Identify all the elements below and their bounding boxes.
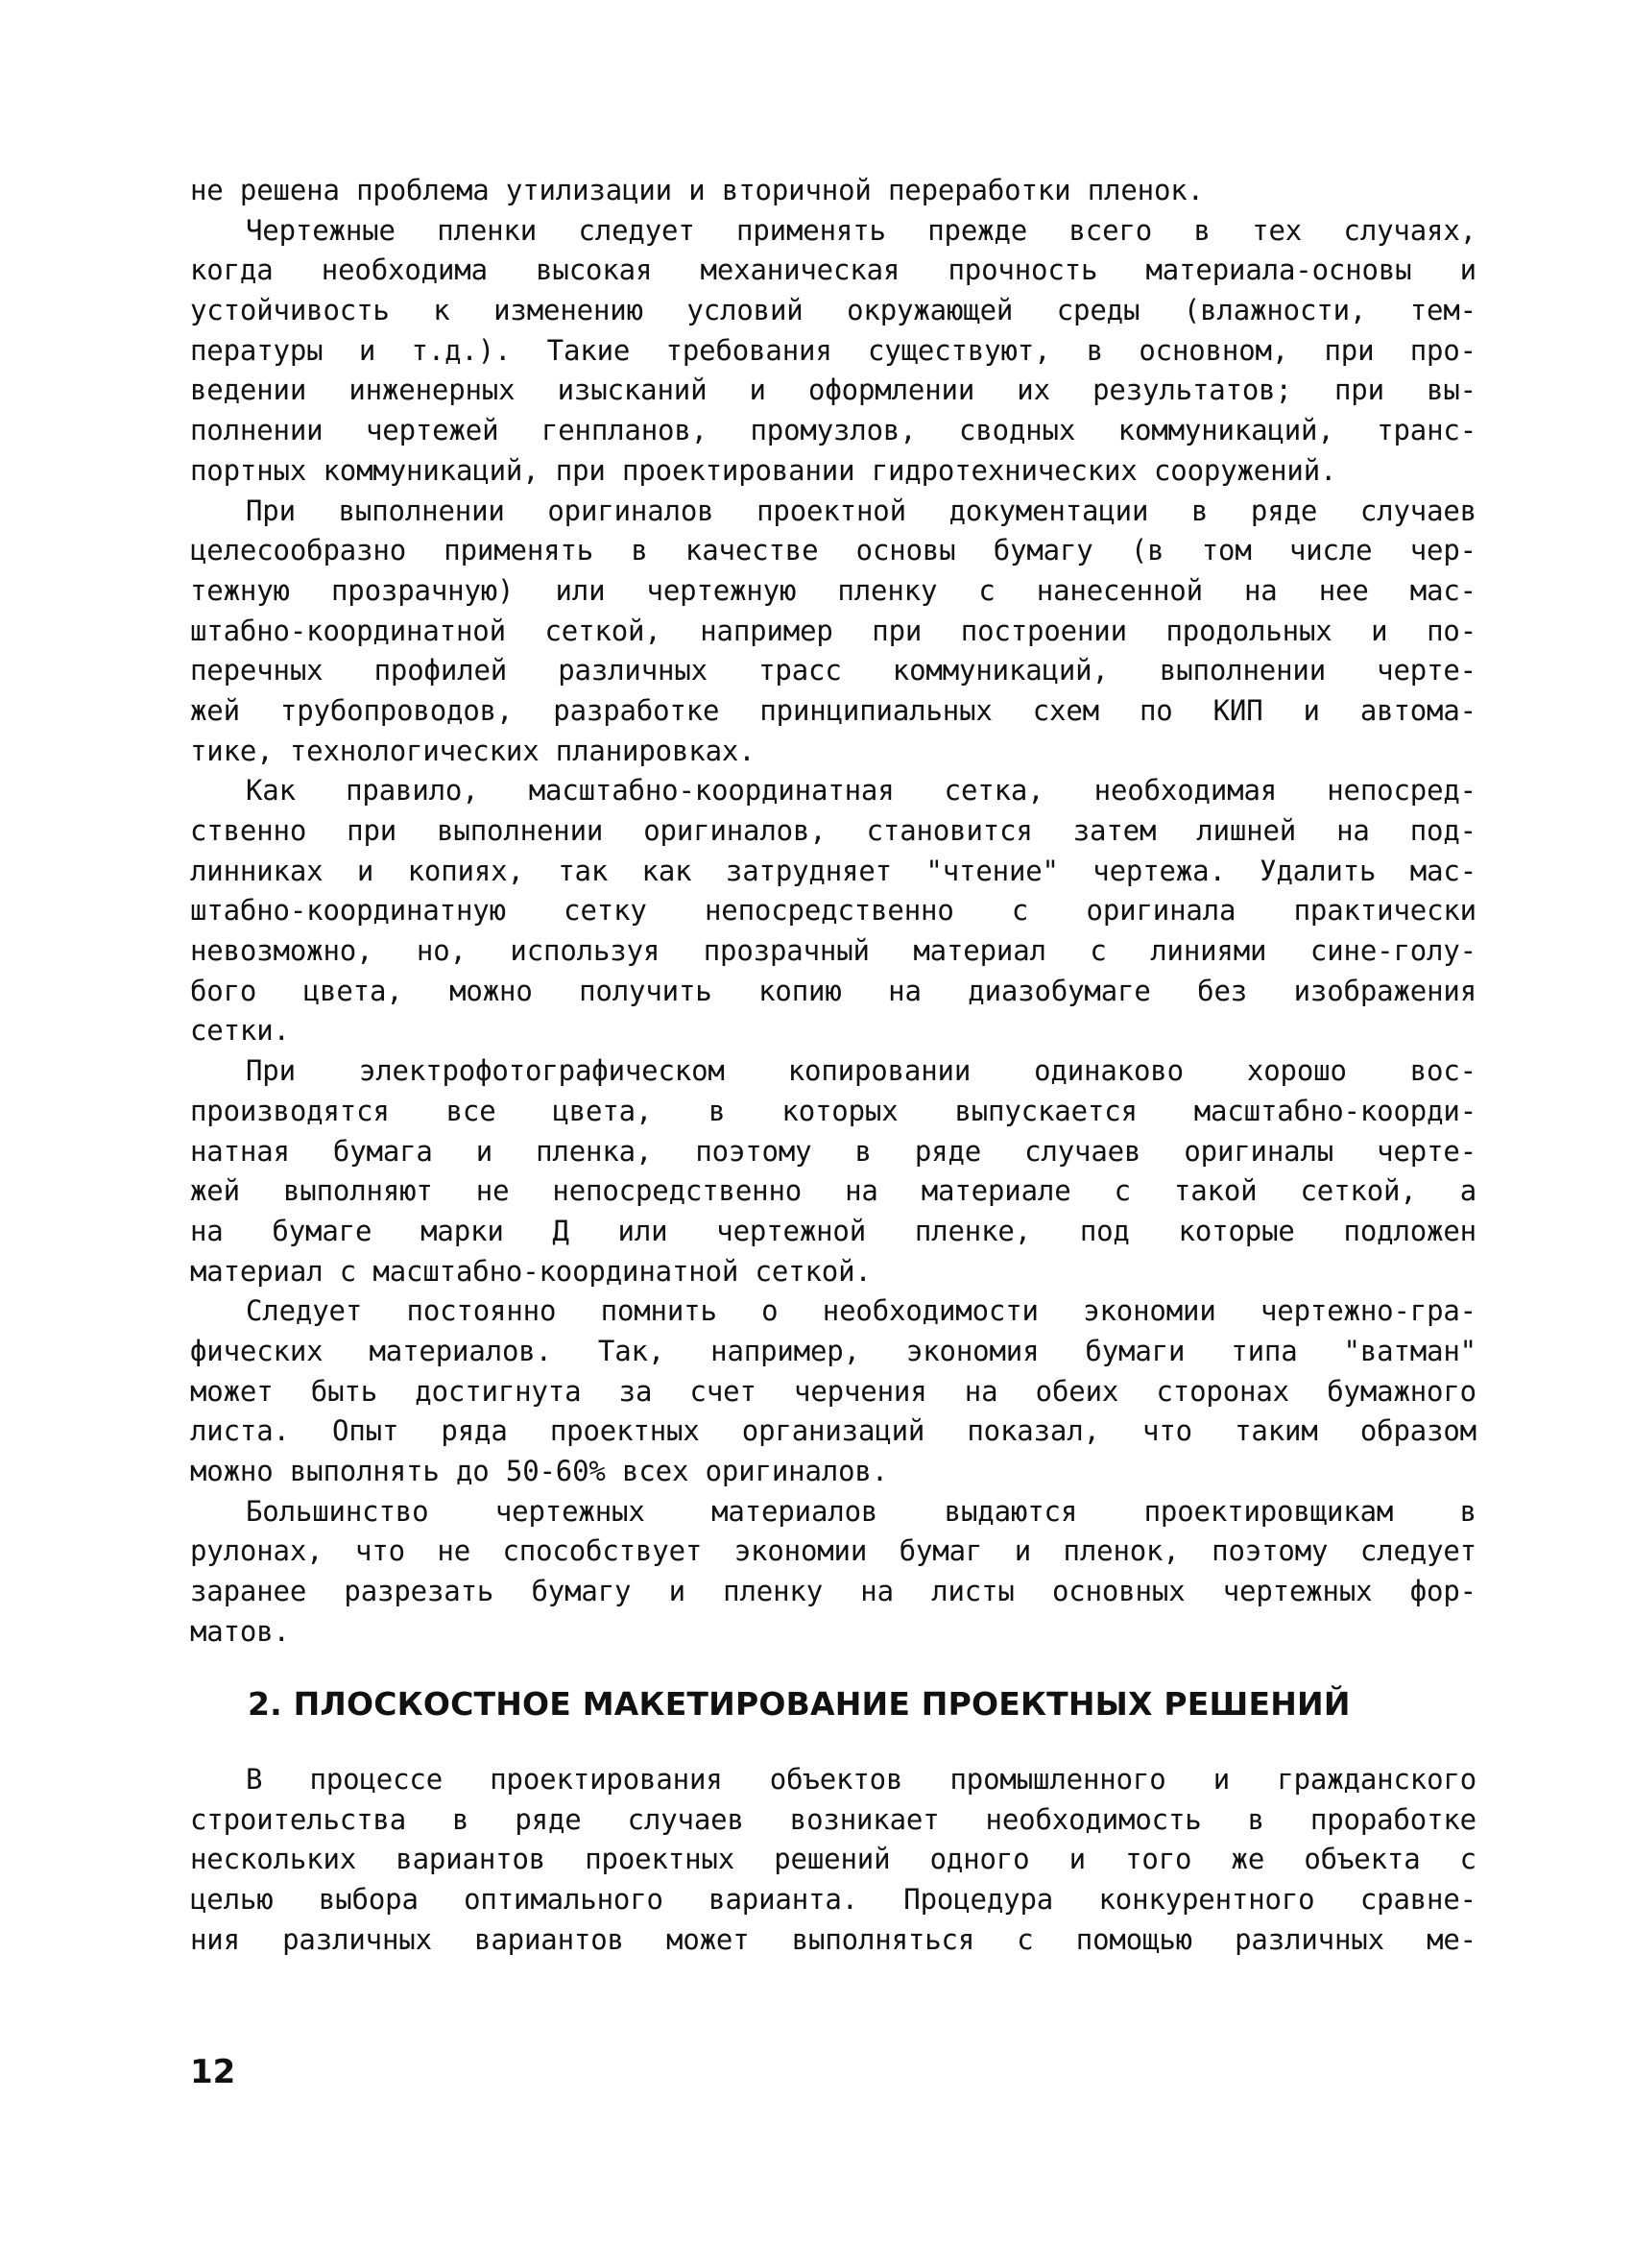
paragraph-drawing-films [190, 211, 1476, 492]
text-line: устойчивость к изменению условий окружающей среды (влажности, тем- [190, 294, 1476, 327]
text-line: При выполнении оригиналов проектной документации в ряде случаев [246, 494, 1476, 527]
text-line: Большинство чертежных материалов выдаются проектировщикам в [246, 1494, 1476, 1528]
text-line: линниках и копиях, так как затрудняет "чтение" чертежа. Удалить мас- [190, 854, 1476, 887]
paragraph-electrophotographic-copying [190, 1051, 1476, 1291]
text-line: При электрофотографическом копировании одинаково хорошо вос- [246, 1054, 1476, 1088]
text-line: штабно-координатную сетку непосредственно с оригинала практически [190, 894, 1476, 928]
text-line: жей трубопроводов, разработке принципиальных схем по КИП и автома- [190, 693, 1476, 727]
paragraph-grid-removal [190, 771, 1476, 1051]
text-line: строительства в ряде случаев возникает необходимость в проработке [190, 1802, 1476, 1836]
text-line: ственно при выполнении оригиналов, становится затем лишней на под- [190, 814, 1476, 847]
text-line: натная бумага и пленка, поэтому в ряде случаев оригиналы черте- [190, 1134, 1476, 1168]
text-line: не решена проблема утилизации и вторичной переработки пленок. [190, 174, 1204, 206]
text-line: полнении чертежей генпланов, промузлов, сводных коммуникаций, транс- [190, 414, 1476, 447]
text-line: В процессе проектирования объектов промышленного и гражданского [246, 1763, 1476, 1796]
text-line: бого цвета, можно получить копию на диазобумаге без изображения [190, 974, 1476, 1007]
text-line: когда необходима высокая механическая прочность материала-основы и [190, 253, 1476, 287]
text-line: тике, технологических планировках. [190, 734, 756, 767]
paragraph-grid-paper [190, 492, 1476, 772]
text-line: Следует постоянно помнить о необходимости экономии чертежно-гра- [246, 1294, 1476, 1328]
text-line: листа. Опыт ряда проектных организаций показал, что таким образом [190, 1414, 1476, 1448]
text-line: заранее разрезать бумагу и пленку на листы основных чертежных фор- [190, 1575, 1476, 1608]
text-line: может быть достигнута за счет черчения на обеих сторонах бумажного [190, 1374, 1476, 1408]
text-line: портных коммуникаций, при проектировании гидротехнических сооружений. [190, 453, 1337, 487]
text-line: можно выполнять до 50-60% всех оригиналов. [190, 1455, 888, 1487]
text-line: штабно-координатной сеткой, например при построении продольных и по- [190, 614, 1476, 647]
text-line: рулонах, что не способствует экономии бумаг и пленок, поэтому следует [190, 1534, 1476, 1568]
text-line: ведении инженерных изысканий и оформлении их результатов; при вы- [190, 374, 1476, 407]
text-line: жей выполняют не непосредственно на материале с такой сеткой, а [190, 1174, 1476, 1208]
text-line: на бумаге марки Д или чертежной пленке, под которые подложен [190, 1214, 1476, 1247]
text-line: невозможно, но, используя прозрачный материал с линиями сине-голу- [190, 934, 1476, 968]
text-line: перечных профилей различных трасс коммуникаций, выполнении черте- [190, 654, 1476, 688]
text-line: фических материалов. Так, например, экономия бумаги типа "ватман" [190, 1334, 1476, 1367]
text-line: ния различных вариантов может выполняться с помощью различных ме- [190, 1922, 1476, 1956]
paragraph-material-economy [190, 1291, 1476, 1491]
page-number: 12 [190, 2053, 236, 2091]
text-line: материал с масштабно-координатной сеткой. [190, 1254, 872, 1288]
text-line: матов. [190, 1614, 290, 1648]
text-line: нескольких вариантов проектных решений одного и того же объекта с [190, 1843, 1476, 1876]
text-line: производятся все цвета, в которых выпускается масштабно-коорди- [190, 1094, 1476, 1127]
text-line: целью выбора оптимального варианта. Процедура конкурентного сравне- [190, 1883, 1476, 1917]
section1-body [190, 171, 1476, 1652]
section-heading: 2. ПЛОСКОСТНОЕ МАКЕТИРОВАНИЕ ПРОЕКТНЫХ РЕШЕНИЙ [248, 1685, 1351, 1723]
paragraph-continuation [190, 171, 1476, 211]
text-line: тежную прозрачную) или чертежную пленку с нанесенной на нее мас- [190, 573, 1476, 607]
text-line: целесообразно применять в качестве основы бумагу (в том числе чер- [190, 534, 1476, 567]
text-line: сетки. [190, 1014, 290, 1048]
section2-body [190, 1760, 1476, 1960]
paragraph-rolls [190, 1492, 1476, 1653]
text-line: Как правило, масштабно-координатная сетка, необходимая непосред- [246, 774, 1476, 808]
text-line: Чертежные пленки следует применять прежде всего в тех случаях, [246, 213, 1476, 247]
text-line: пературы и т.д.). Такие требования существуют, в основном, при про- [190, 333, 1476, 367]
